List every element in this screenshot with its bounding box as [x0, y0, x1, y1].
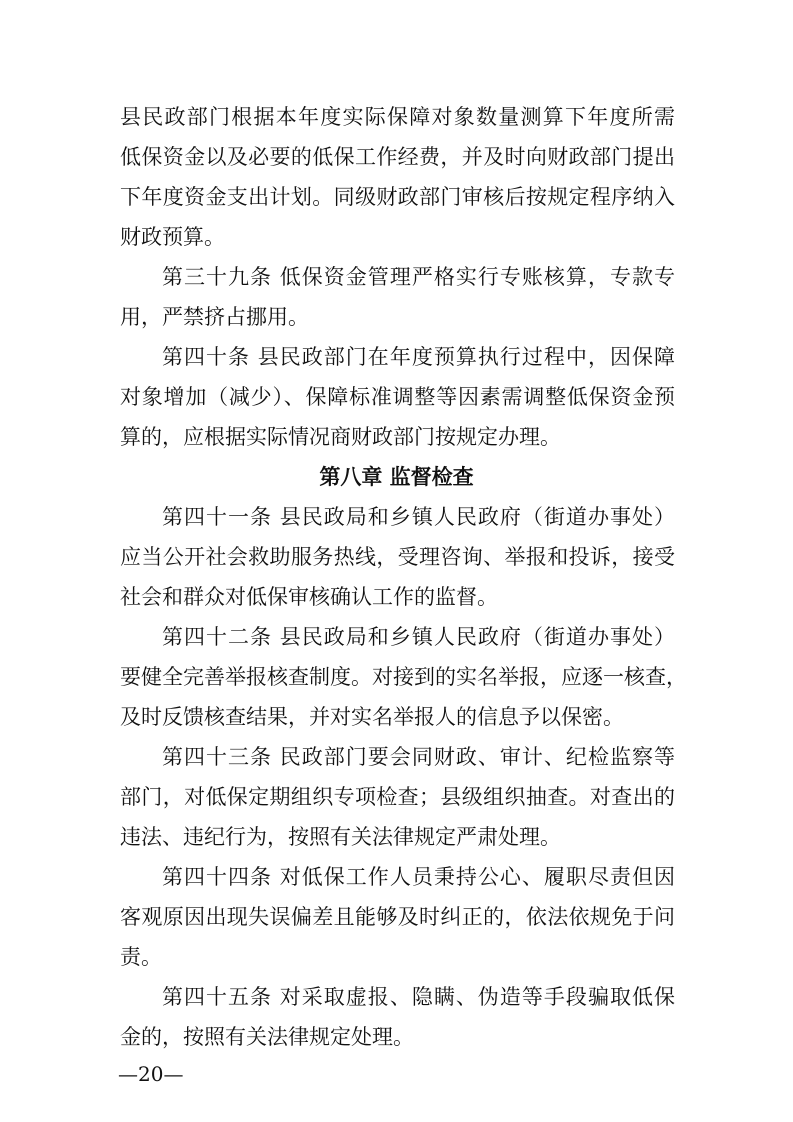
article-42-line: 第四十二条 县民政局和乡镇人民政府（街道办事处） [162, 625, 675, 649]
article-41-line: 第四十一条 县民政局和乡镇人民政府（街道办事处） [162, 505, 675, 529]
article-45-line: 第四十五条 对采取虚报、隐瞒、伪造等手段骗取低保 [162, 985, 675, 1009]
text-line: 违法、违纪行为，按照有关法律规定严肃处理。 [120, 825, 561, 849]
text-line: 社会和群众对低保审核确认工作的监督。 [120, 585, 498, 609]
text-line: 应当公开社会救助服务热线，受理咨询、举报和投诉，接受 [120, 545, 675, 569]
text-line: 及时反馈核查结果，并对实名举报人的信息予以保密。 [120, 705, 624, 729]
chapter-heading: 第八章 监督检查 [319, 465, 474, 489]
article-40-line: 第四十条 县民政部门在年度预算执行过程中，因保障 [162, 345, 675, 369]
text-line: 县民政部门根据本年度实际保障对象数量测算下年度所需 [120, 105, 675, 129]
text-line: 对象增加（减少）、保障标准调整等因素需调整低保资金预 [120, 385, 675, 409]
text-line: 部门，对低保定期组织专项检查；县级组织抽查。对查出的 [120, 785, 675, 809]
text-line: 客观原因出现失误偏差且能够及时纠正的，依法依规免于问 [120, 905, 675, 929]
text-line: 金的，按照有关法律规定处理。 [120, 1025, 414, 1049]
text-line: 财政预算。 [120, 225, 225, 249]
text-line: 算的，应根据实际情况商财政部门按规定办理。 [120, 425, 561, 449]
text-line: 下年度资金支出计划。同级财政部门审核后按规定程序纳入 [120, 185, 675, 209]
page-number: —20— [118, 1062, 184, 1086]
article-43-line: 第四十三条 民政部门要会同财政、审计、纪检监察等 [162, 745, 675, 769]
article-44-line: 第四十四条 对低保工作人员秉持公心、履职尽责但因 [162, 865, 675, 889]
text-line: 责。 [120, 945, 162, 969]
text-line: 低保资金以及必要的低保工作经费，并及时向财政部门提出 [120, 145, 675, 169]
text-line: 用，严禁挤占挪用。 [120, 305, 309, 329]
text-line: 要健全完善举报核查制度。对接到的实名举报，应逐一核查， [120, 665, 687, 689]
article-39-line: 第三十九条 低保资金管理严格实行专账核算，专款专 [162, 265, 675, 289]
